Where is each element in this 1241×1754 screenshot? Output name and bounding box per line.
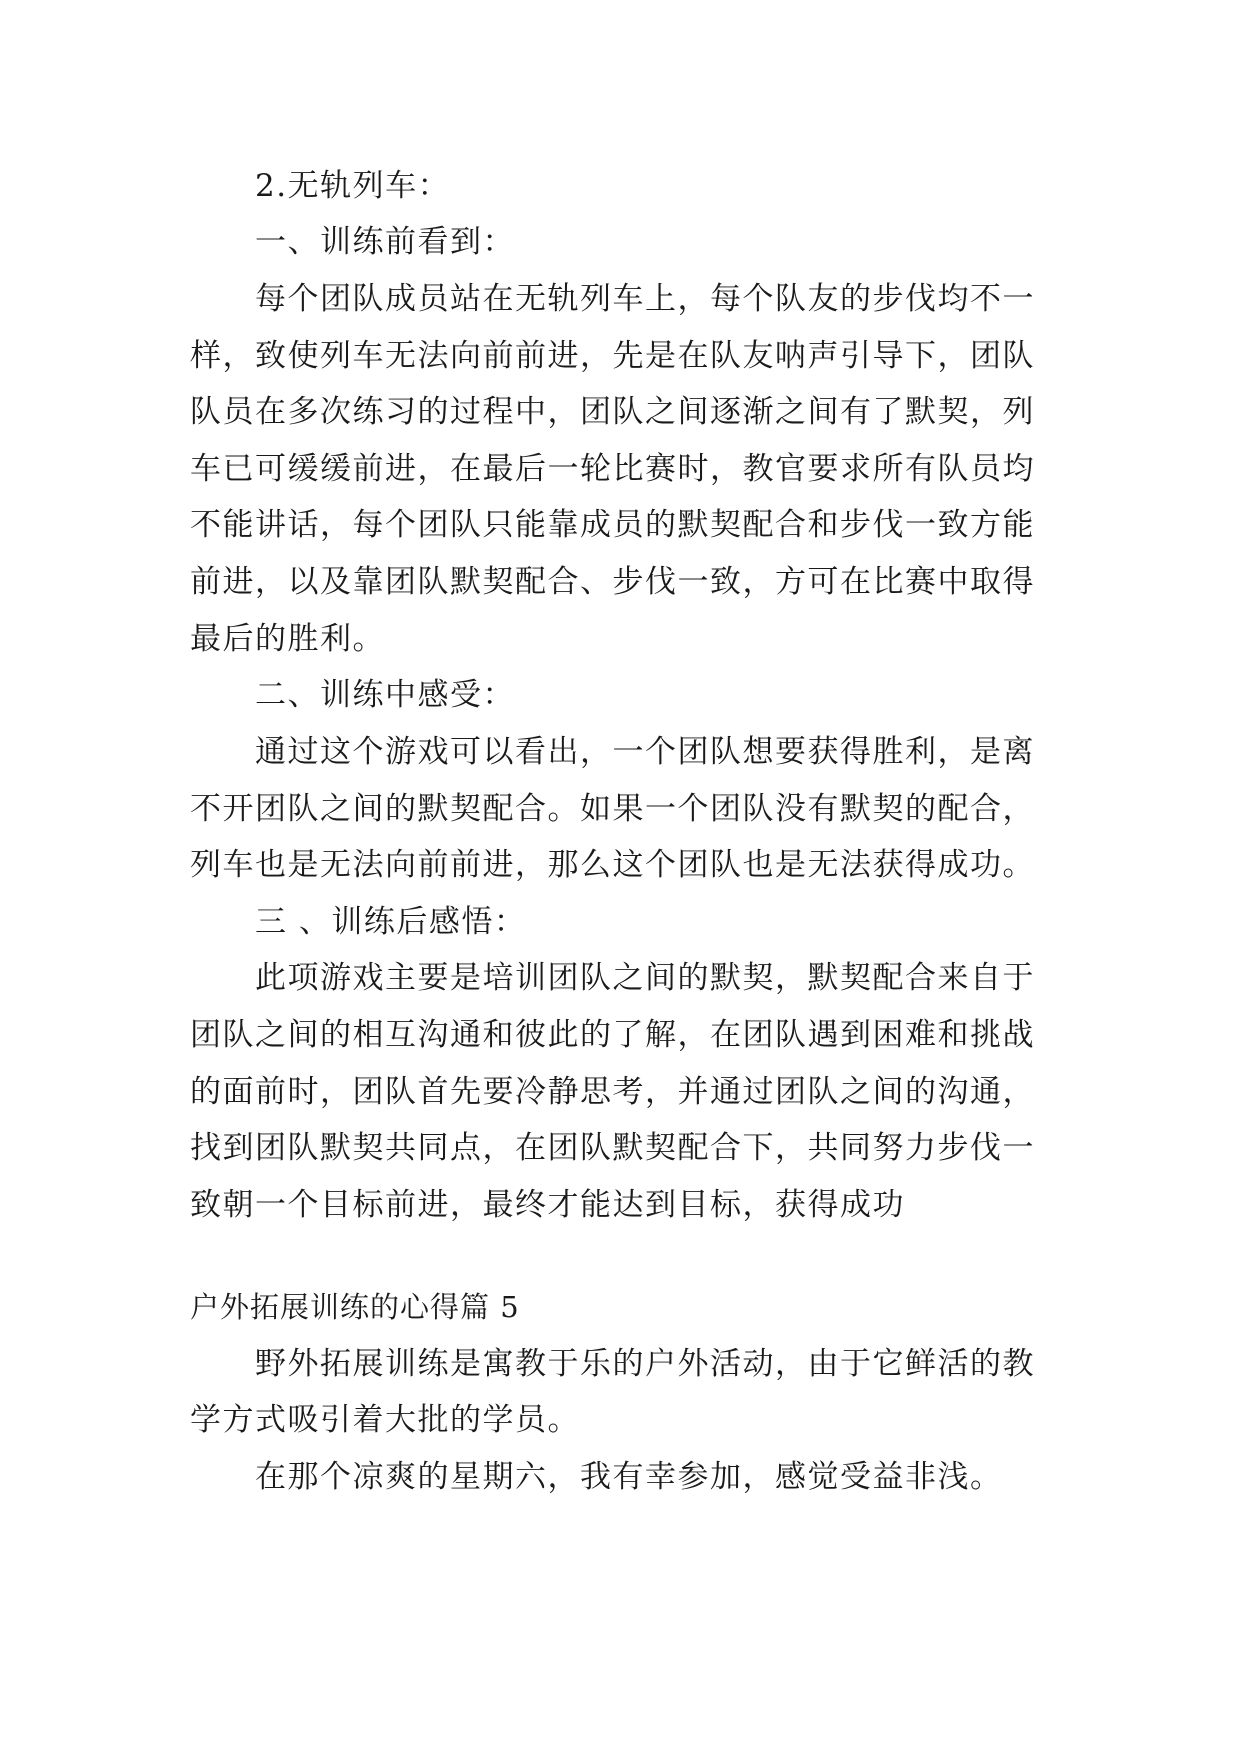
paragraph-line: 不开团队之间的默契配合。如果一个团队没有默契的配合， (190, 791, 1035, 827)
paragraph-line: 队员在多次练习的过程中，团队之间逐渐之间有了默契，列 (190, 394, 1035, 430)
section-title: 户外拓展训练的心得篇 5 (190, 1290, 520, 1324)
paragraph-line: 车已可缓缓前进，在最后一轮比赛时，教官要求所有队员均 (190, 451, 1035, 487)
paragraph-line: 不能讲话，每个团队只能靠成员的默契配合和步伐一致方能 (190, 507, 1035, 543)
paragraph-line: 学方式吸引着大批的学员。 (190, 1402, 580, 1438)
subheading-before-training: 一、训练前看到： (255, 224, 515, 260)
paragraph-line: 通过这个游戏可以看出，一个团队想要获得胜利，是离 (255, 734, 1035, 770)
paragraph-line: 每个团队成员站在无轨列车上，每个队友的步伐均不一 (255, 281, 1035, 317)
paragraph-line: 列车也是无法向前前进，那么这个团队也是无法获得成功。 (190, 847, 1035, 883)
subheading-wuguilieche: 2.无轨列车： (255, 168, 451, 204)
subheading-after-training: 三 、训练后感悟： (255, 904, 527, 940)
paragraph-line: 最后的胜利。 (190, 621, 385, 657)
paragraph-line: 找到团队默契共同点，在团队默契配合下，共同努力步伐一 (190, 1130, 1035, 1166)
paragraph-line: 前进，以及靠团队默契配合、步伐一致，方可在比赛中取得 (190, 564, 1035, 600)
paragraph-line: 此项游戏主要是培训团队之间的默契，默契配合来自于 (255, 960, 1035, 996)
paragraph-line: 样，致使列车无法向前前进，先是在队友呐声引导下，团队 (190, 338, 1035, 374)
paragraph-line: 在那个凉爽的星期六，我有幸参加，感觉受益非浅。 (255, 1459, 1003, 1495)
paragraph-line: 的面前时，团队首先要冷静思考，并通过团队之间的沟通， (190, 1074, 1035, 1110)
subheading-during-training: 二、训练中感受： (255, 677, 515, 713)
paragraph-line: 致朝一个目标前进，最终才能达到目标，获得成功 (190, 1187, 905, 1223)
paragraph-line: 团队之间的相互沟通和彼此的了解，在团队遇到困难和挑战 (190, 1017, 1035, 1053)
paragraph-line: 野外拓展训练是寓教于乐的户外活动，由于它鲜活的教 (255, 1346, 1035, 1382)
